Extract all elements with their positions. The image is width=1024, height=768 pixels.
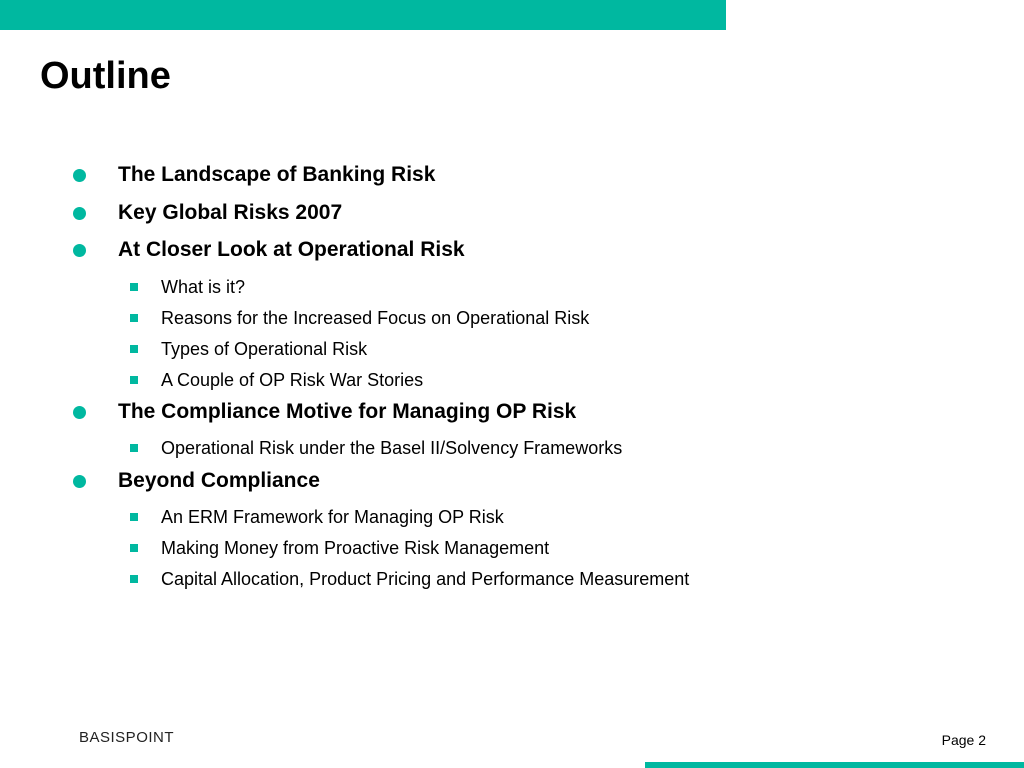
outline-item-label: Beyond Compliance (118, 469, 320, 492)
outline-subitem (130, 368, 423, 392)
bottom-accent-bar (645, 762, 1024, 768)
outline-subitem (130, 306, 589, 330)
circle-bullet-icon (73, 244, 86, 257)
square-bullet-icon (130, 314, 138, 322)
outline-item (73, 160, 435, 190)
square-bullet-icon (130, 444, 138, 452)
outline-subitem (130, 567, 689, 591)
outline-subitem-label: What is it? (161, 276, 246, 297)
circle-bullet-icon (73, 207, 86, 220)
circle-bullet-icon (73, 169, 86, 182)
outline-subitem (130, 536, 549, 560)
outline-item-label: Key Global Risks 2007 (118, 201, 343, 224)
outline-subitem (130, 275, 245, 299)
outline-item-label: At Closer Look at Operational Risk (118, 238, 465, 261)
outline-item-label: The Landscape of Banking Risk (118, 163, 436, 186)
outline-subitem-label: An ERM Framework for Managing OP Risk (161, 506, 504, 527)
square-bullet-icon (130, 283, 138, 291)
circle-bullet-icon (73, 475, 86, 488)
company-logo: BASISPOINT (79, 729, 175, 746)
square-bullet-icon (130, 544, 138, 552)
outline-subitem (130, 436, 622, 460)
square-bullet-icon (130, 513, 138, 521)
outline-subitem (130, 337, 367, 361)
page-number: Page 2 (941, 732, 986, 748)
outline-item (73, 198, 342, 228)
outline-subitem-label: A Couple of OP Risk War Stories (161, 369, 424, 390)
square-bullet-icon (130, 345, 138, 353)
outline-item (73, 466, 320, 496)
outline-subitem-label: Reasons for the Increased Focus on Operational Risk (161, 307, 590, 328)
outline-item (73, 397, 576, 427)
outline-subitem-label: Making Money from Proactive Risk Management (161, 537, 550, 558)
slide-title: Outline (40, 55, 171, 97)
circle-bullet-icon (73, 406, 86, 419)
outline-item-label: The Compliance Motive for Managing OP Risk (118, 400, 577, 423)
outline-subitem-label: Operational Risk under the Basel II/Solvency Frameworks (161, 437, 623, 458)
outline-subitem (130, 505, 504, 529)
square-bullet-icon (130, 376, 138, 384)
outline-subitem-label: Capital Allocation, Product Pricing and Performance Measurement (161, 568, 690, 589)
outline-item (73, 235, 465, 265)
outline-subitem-label: Types of Operational Risk (161, 338, 368, 359)
square-bullet-icon (130, 575, 138, 583)
